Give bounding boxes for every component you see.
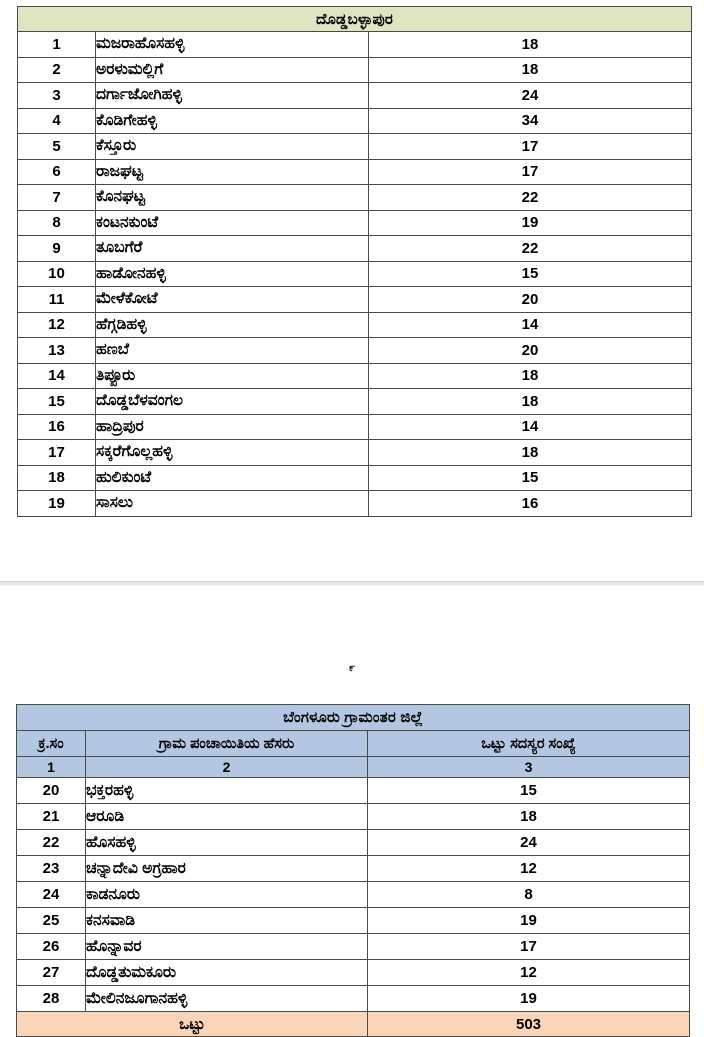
row-member-count: 15 (369, 261, 692, 287)
row-panchayat-name: ಭಕ್ತರಹಳ್ಳಿ (86, 778, 368, 804)
row-panchayat-name: ಹಾದ್ರಿಪುರ (96, 414, 369, 440)
table-row (17, 830, 690, 856)
row-panchayat-name: ಚನ್ನಾದೇವಿ ಅಗ್ರಹಾರ (86, 856, 368, 882)
row-serial-number: 21 (17, 804, 86, 830)
row-member-count: 24 (369, 83, 692, 109)
row-member-count: 22 (369, 185, 692, 211)
row-serial-number: 27 (17, 960, 86, 986)
column-number-3: 3 (368, 757, 690, 778)
column-header-panchayat-name: ಗ್ರಾಮ ಪಂಚಾಯಿತಿಯ ಹೆಸರು (86, 731, 368, 757)
row-serial-number: 2 (18, 57, 96, 83)
row-member-count: 19 (368, 908, 690, 934)
row-panchayat-name: ಹುಲಿಕುಂಟೆ (96, 465, 369, 491)
row-member-count: 19 (368, 986, 690, 1012)
table1-body (18, 7, 692, 517)
row-panchayat-name: ಹಾಡೋನಹಳ್ಳಿ (96, 261, 369, 287)
row-serial-number: 1 (18, 32, 96, 58)
row-member-count: 20 (369, 287, 692, 313)
table2-column-header-row (17, 731, 690, 757)
row-member-count: 17 (369, 159, 692, 185)
row-panchayat-name: ಮೇಲಿನಜೂಗಾನಹಳ್ಳಿ (86, 986, 368, 1012)
row-serial-number: 20 (17, 778, 86, 804)
row-panchayat-name: ಕನಸವಾಡಿ (86, 908, 368, 934)
row-serial-number: 25 (17, 908, 86, 934)
table2-body (17, 705, 690, 1037)
total-value: 503 (368, 1012, 690, 1037)
table-row (17, 908, 690, 934)
row-panchayat-name: ಹೆಗ್ಗಡಿಹಳ್ಳಿ (96, 312, 369, 338)
row-serial-number: 19 (18, 491, 96, 517)
bengaluru-rural-members-table (16, 704, 690, 1037)
column-header-total-members: ಒಟ್ಟು ಸದಸ್ಯರ ಸಂಖ್ಯೆ (368, 731, 690, 757)
row-panchayat-name: ಹೊನ್ನಾವರ (86, 934, 368, 960)
row-panchayat-name: ಕೊಡಿಗೇಹಳ್ಳಿ (96, 108, 369, 134)
row-member-count: 15 (368, 778, 690, 804)
table-row (18, 338, 692, 364)
table1-title: ದೊಡ್ಡಬಳ್ಳಾಪುರ (18, 7, 692, 32)
table-row (18, 236, 692, 262)
row-member-count: 22 (369, 236, 692, 262)
table2-total-row (17, 1012, 690, 1037)
row-panchayat-name: ಕೊನಘಟ್ಟ (96, 185, 369, 211)
row-panchayat-name: ಹೊಸಹಳ್ಳಿ (86, 830, 368, 856)
row-member-count: 18 (369, 32, 692, 58)
table-row (18, 414, 692, 440)
table-row (18, 465, 692, 491)
doddaballapura-members-table (17, 6, 692, 517)
total-label: ಒಟ್ಟು (17, 1012, 368, 1037)
table-row (18, 210, 692, 236)
row-serial-number: 23 (17, 856, 86, 882)
row-serial-number: 13 (18, 338, 96, 364)
table-row (17, 882, 690, 908)
row-panchayat-name: ರಾಜಘಟ್ಟ (96, 159, 369, 185)
row-serial-number: 7 (18, 185, 96, 211)
column-header-serial: ಕ್ರ.ಸಂ (17, 731, 86, 757)
row-serial-number: 9 (18, 236, 96, 262)
row-member-count: 19 (369, 210, 692, 236)
row-member-count: 34 (369, 108, 692, 134)
table1-title-row (18, 7, 692, 32)
row-panchayat-name: ದರ್ಗಾಜೋಗಿಹಳ್ಳಿ (96, 83, 369, 109)
row-serial-number: 22 (17, 830, 86, 856)
row-member-count: 15 (369, 465, 692, 491)
row-serial-number: 3 (18, 83, 96, 109)
row-serial-number: 28 (17, 986, 86, 1012)
table-row (18, 312, 692, 338)
row-panchayat-name: ಸಕ್ಕರೆಗೊಲ್ಲಹಳ್ಳಿ (96, 440, 369, 466)
table-row (18, 491, 692, 517)
row-serial-number: 11 (18, 287, 96, 313)
table-row (17, 778, 690, 804)
row-serial-number: 10 (18, 261, 96, 287)
table2-title: ಬೆಂಗಳೂರು ಗ್ರಾಮಂತರ ಜಿಲ್ಲೆ (17, 705, 690, 731)
row-member-count: 18 (368, 804, 690, 830)
column-number-2: 2 (86, 757, 368, 778)
column-number-1: 1 (17, 757, 86, 778)
row-member-count: 12 (368, 960, 690, 986)
row-member-count: 18 (369, 57, 692, 83)
table-row (18, 389, 692, 415)
table-row (18, 83, 692, 109)
row-member-count: 14 (369, 414, 692, 440)
table-row (17, 856, 690, 882)
row-panchayat-name: ಕಾಡನೂರು (86, 882, 368, 908)
row-serial-number: 26 (17, 934, 86, 960)
row-serial-number: 4 (18, 108, 96, 134)
table-row (18, 440, 692, 466)
table-row (18, 57, 692, 83)
row-panchayat-name: ಕಂಟನಕುಂಟೆ (96, 210, 369, 236)
row-panchayat-name: ಅರಳುಮಲ್ಲಿಗೆ (96, 57, 369, 83)
table2-column-number-row (17, 757, 690, 778)
row-serial-number: 24 (17, 882, 86, 908)
row-panchayat-name: ಸಾಸಲು (96, 491, 369, 517)
table-row (17, 986, 690, 1012)
row-panchayat-name: ತೂಬಗೆರೆ (96, 236, 369, 262)
row-panchayat-name: ಹಣಬೆ (96, 338, 369, 364)
row-serial-number: 17 (18, 440, 96, 466)
row-member-count: 14 (369, 312, 692, 338)
table-row (17, 934, 690, 960)
table-row (17, 960, 690, 986)
row-panchayat-name: ಮಜರಾಹೊಸಹಳ್ಳಿ (96, 32, 369, 58)
row-panchayat-name: ದೊಡ್ಡತುಮಕೂರು (86, 960, 368, 986)
table-row (18, 185, 692, 211)
row-serial-number: 14 (18, 363, 96, 389)
row-serial-number: 12 (18, 312, 96, 338)
table-row (18, 363, 692, 389)
table2-title-row (17, 705, 690, 731)
table-row (18, 261, 692, 287)
row-member-count: 8 (368, 882, 690, 908)
row-panchayat-name: ತಿಪ್ಪೂರು (96, 363, 369, 389)
table-row (17, 804, 690, 830)
row-serial-number: 8 (18, 210, 96, 236)
row-member-count: 20 (369, 338, 692, 364)
row-serial-number: 6 (18, 159, 96, 185)
row-member-count: 18 (369, 440, 692, 466)
table-row (18, 32, 692, 58)
row-panchayat-name: ಮೇಳೆಕೋಟೆ (96, 287, 369, 313)
row-member-count: 17 (369, 134, 692, 160)
row-member-count: 12 (368, 856, 690, 882)
scan-band-divider (0, 581, 704, 586)
row-panchayat-name: ಆರೂಡಿ (86, 804, 368, 830)
table-row (18, 134, 692, 160)
row-member-count: 16 (369, 491, 692, 517)
row-member-count: 24 (368, 830, 690, 856)
row-serial-number: 18 (18, 465, 96, 491)
row-serial-number: 15 (18, 389, 96, 415)
table-row (18, 287, 692, 313)
page-number-mark: ೯ (348, 662, 356, 674)
table-row (18, 108, 692, 134)
row-member-count: 17 (368, 934, 690, 960)
row-serial-number: 5 (18, 134, 96, 160)
row-panchayat-name: ದೊಡ್ಡಬೆಳವಂಗಲ (96, 389, 369, 415)
row-member-count: 18 (369, 389, 692, 415)
table-row (18, 159, 692, 185)
row-serial-number: 16 (18, 414, 96, 440)
row-panchayat-name: ಕೆಸ್ತೂರು (96, 134, 369, 160)
row-member-count: 18 (369, 363, 692, 389)
